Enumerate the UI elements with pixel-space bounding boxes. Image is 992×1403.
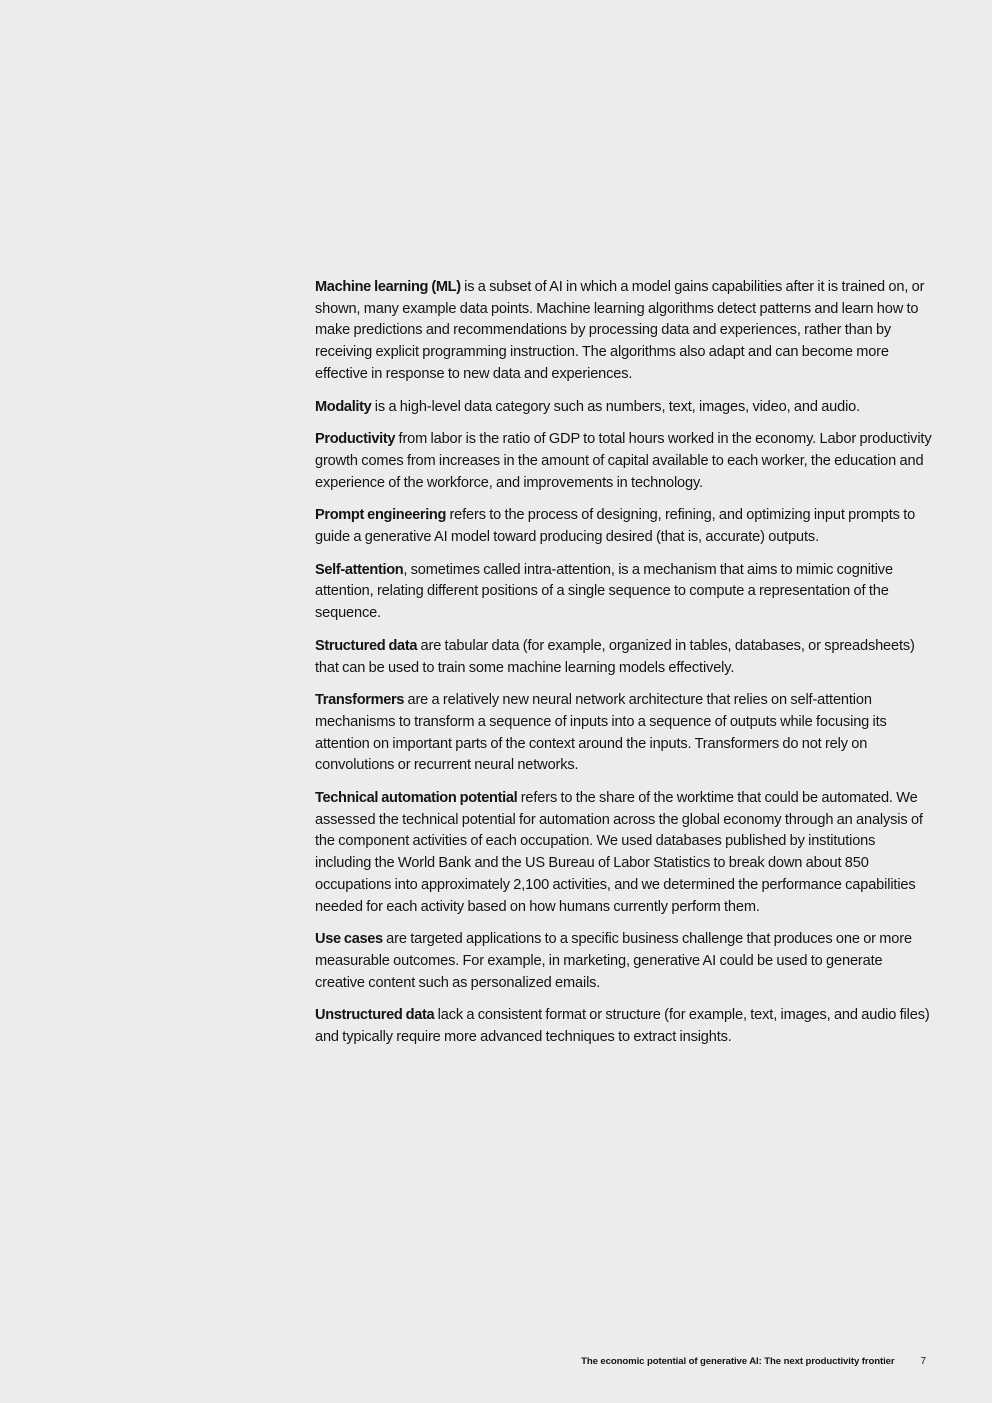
glossary-definition: are tabular data (for example, organized in tables, databases, or spreadsheets) that can be used to train some machine learning models effectively. bbox=[315, 637, 915, 676]
glossary-term: Modality bbox=[315, 398, 372, 415]
glossary-entry-productivity bbox=[315, 429, 933, 494]
glossary-definition: from labor is the ratio of GDP to total hours worked in the economy. Labor productivity growth comes from increases in the amount of capital available to each worker, the education and experience of the workforce, and improvements in technology. bbox=[315, 431, 932, 491]
glossary-definition: are targeted applications to a specific business challenge that produces one or more measurable outcomes. For example, in marketing, generative AI could be used to generate creative content such as personalized emails. bbox=[315, 931, 912, 991]
page-number: 7 bbox=[920, 1356, 926, 1367]
glossary-entry-unstructured-data bbox=[315, 1005, 933, 1048]
glossary-definition: refers to the process of designing, refining, and optimizing input prompts to guide a generative AI model toward producing desired (that is, accurate) outputs. bbox=[315, 507, 916, 546]
glossary-term: Machine learning (ML) bbox=[315, 279, 461, 295]
glossary-term: Transformers bbox=[315, 692, 405, 709]
glossary-definition: are a relatively new neural network architecture that relies on self-attention mechanisms to transform a sequence of inputs into a sequence of outputs while focusing its attention on important parts of the context around the inputs. Transformers do not rely on convolutions or recurrent neural networks. bbox=[315, 692, 887, 774]
glossary bbox=[315, 277, 933, 1060]
glossary-term: Use cases bbox=[315, 931, 383, 948]
footer-report-title: The economic potential of generative AI: The next productivity frontier bbox=[581, 1356, 895, 1367]
glossary-term: Prompt engineering bbox=[315, 507, 447, 524]
glossary-entry-self-attention bbox=[315, 560, 933, 625]
glossary-entry-prompt-engineering bbox=[315, 505, 933, 548]
glossary-term: Structured data bbox=[315, 637, 418, 654]
glossary-entry-machine-learning bbox=[315, 277, 933, 386]
glossary-definition: , sometimes called intra-attention, is a mechanism that aims to mimic cognitive attention, relating different positions of a single sequence to compute a representation of the sequence. bbox=[315, 561, 893, 622]
glossary-entry-use-cases bbox=[315, 929, 933, 994]
glossary-term: Technical automation potential bbox=[315, 790, 518, 807]
glossary-term: Unstructured data bbox=[315, 1007, 435, 1024]
glossary-definition: is a subset of AI in which a model gains capabilities after it is trained on, or shown, many example data points. Machine learning algorithms detect patterns and learn how to make predictions and recommendations by processing data and experiences, rather than by receiving explicit programming instruction. The algorithms also adapt and can become more effective in response to new data and experiences. bbox=[315, 279, 925, 382]
glossary-term: Self-attention bbox=[315, 561, 404, 578]
glossary-definition: is a high-level data category such as numbers, text, images, video, and audio. bbox=[371, 398, 861, 415]
page-footer bbox=[0, 1355, 926, 1369]
glossary-definition: lack a consistent format or structure (for example, text, images, and audio files) and typically require more advanced techniques to extract insights. bbox=[315, 1007, 930, 1046]
glossary-definition: refers to the share of the worktime that could be automated. We assessed the technical potential for automation across the global economy through an analysis of the component activities of each occupation. We used databases published by institutions including the World Bank and the US Bureau of Labor Statistics to break down about 850 occupations into approximately 2,100 activities, and we determined the performance capabilities needed for each activity based on how humans currently perform them. bbox=[315, 790, 923, 915]
glossary-entry-transformers bbox=[315, 690, 933, 777]
glossary-entry-technical-automation-potential bbox=[315, 788, 933, 918]
glossary-entry-modality bbox=[315, 397, 933, 419]
glossary-term: Productivity bbox=[315, 431, 396, 448]
glossary-entry-structured-data bbox=[315, 636, 933, 679]
